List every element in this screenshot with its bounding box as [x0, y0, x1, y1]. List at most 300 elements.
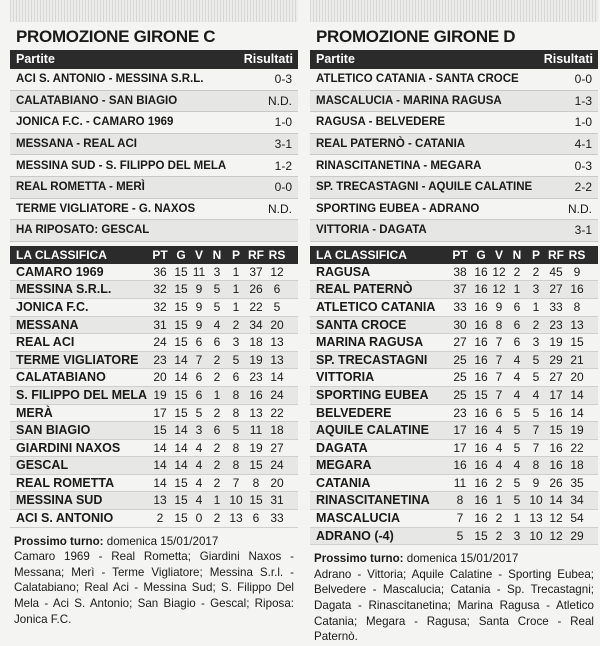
cell-rs: 20	[570, 370, 584, 385]
cell-rf: 12	[549, 528, 563, 543]
next-round	[310, 545, 598, 645]
results-header-label: Risultati	[543, 52, 593, 66]
cell-p: 9	[532, 475, 540, 490]
cell-rf: 8	[252, 475, 260, 490]
cell-pt: 27	[453, 335, 467, 350]
cell-p: 10	[229, 493, 243, 508]
cell-rs: 22	[270, 405, 284, 420]
cell-rf: 26	[549, 475, 563, 490]
cell-rf: 6	[252, 511, 260, 526]
standings-row	[310, 299, 598, 317]
cell-n: 5	[513, 475, 521, 490]
cell-v: 9	[195, 299, 203, 314]
cell-g: 15	[174, 317, 188, 332]
cell-rf: 22	[249, 299, 263, 314]
cell-g: 16	[474, 493, 488, 508]
match-result: N.D.	[268, 93, 292, 108]
cell-v: 7	[495, 335, 503, 350]
cell-n: 1	[513, 282, 521, 297]
standings-row	[10, 422, 298, 440]
cell-g: 15	[174, 387, 188, 402]
standings-row	[10, 317, 298, 335]
cell-n: 5	[213, 282, 221, 297]
cell-p: 8	[232, 405, 240, 420]
standings-row	[310, 334, 598, 352]
cell-g: 16	[474, 370, 488, 385]
cell-v: 4	[195, 440, 203, 455]
match-result: 0-0	[274, 180, 292, 195]
cell-team: MERÀ	[16, 405, 53, 420]
cell-team: CALATABIANO	[16, 370, 106, 385]
cell-rs: 20	[270, 317, 284, 332]
cell-n: 2	[213, 458, 221, 473]
cell-v: 4	[495, 423, 503, 438]
cell-rs: 5	[273, 299, 281, 314]
cell-v: 1	[495, 493, 503, 508]
cell-rs: 13	[270, 352, 284, 367]
cell-rf: 16	[549, 458, 563, 473]
standings-row	[310, 369, 598, 387]
match-teams: VITTORIA - DAGATA	[316, 224, 427, 237]
cell-rs: 22	[570, 440, 584, 455]
match-row	[310, 177, 598, 199]
cell-p: 5	[232, 352, 240, 367]
match-row	[10, 134, 298, 156]
cell-p: 3	[532, 335, 540, 350]
matches-header-label: Partite	[16, 52, 55, 66]
cell-team: MASCALUCIA	[316, 511, 401, 526]
cell-v: 6	[195, 335, 203, 350]
cell-n: 2	[213, 440, 221, 455]
matches-list	[10, 69, 298, 242]
standings-title: LA CLASSIFICA	[16, 247, 107, 262]
cell-n: 2	[213, 370, 221, 385]
match-result: 1-0	[574, 115, 592, 130]
next-round-date: domenica 15/01/2017	[403, 552, 519, 566]
next-round-label: Prossimo turno:	[314, 552, 404, 566]
cell-v: 6	[195, 387, 203, 402]
cell-rs: 21	[570, 352, 584, 367]
cell-pt: 17	[453, 440, 467, 455]
cell-v: 0	[195, 511, 203, 526]
cell-team: RINASCITANETINA	[316, 493, 430, 508]
match-teams: MESSINA SUD - S. FILIPPO DEL MELA	[16, 159, 227, 172]
cell-v: 7	[195, 352, 203, 367]
cell-n: 4	[513, 458, 521, 473]
cell-p: 5	[532, 370, 540, 385]
cell-n: 2	[213, 352, 221, 367]
match-teams: JONICA F.C. - CAMARO 1969	[16, 116, 174, 129]
cell-n: 1	[513, 511, 521, 526]
match-teams: ACI S. ANTONIO - MESSINA S.R.L.	[16, 73, 204, 86]
cell-g: 15	[174, 264, 188, 279]
cell-v: 7	[495, 387, 503, 402]
cell-p: 4	[532, 387, 540, 402]
cell-team: SPORTING EUBEA	[316, 387, 429, 402]
girone-c-column	[10, 0, 298, 646]
match-row	[310, 69, 598, 91]
cell-rf: 11	[249, 423, 263, 438]
match-row	[10, 220, 298, 242]
cell-team: MESSANA	[16, 317, 79, 332]
cell-v: 5	[195, 405, 203, 420]
cell-n: 5	[213, 299, 221, 314]
match-row	[310, 155, 598, 177]
match-teams: HA RIPOSATO: GESCAL	[16, 224, 150, 237]
cell-pt: 2	[156, 511, 164, 526]
match-teams: SP. TRECASTAGNI - AQUILE CALATINE	[316, 181, 533, 194]
cell-v: 9	[195, 282, 203, 297]
cell-pt: 5	[456, 528, 464, 543]
cell-pt: 25	[453, 370, 467, 385]
standings-row	[10, 387, 298, 405]
cell-p: 5	[232, 423, 240, 438]
cell-g: 16	[474, 423, 488, 438]
cell-rs: 16	[570, 282, 584, 297]
cell-g: 16	[474, 282, 488, 297]
cell-rf: 34	[249, 317, 263, 332]
cell-rs: 9	[573, 264, 581, 279]
cell-n: 2	[513, 264, 521, 279]
standings-table	[310, 264, 598, 546]
cell-n: 6	[213, 335, 221, 350]
cell-team: TERME VIGLIATORE	[16, 352, 139, 367]
cell-rf: 16	[549, 440, 563, 455]
cell-g: 15	[474, 387, 488, 402]
match-result: 0-3	[574, 158, 592, 173]
cell-rs: 24	[270, 458, 284, 473]
cell-team: ACI S. ANTONIO	[16, 511, 114, 526]
match-row	[310, 91, 598, 113]
standings-row	[10, 457, 298, 475]
standings-row	[10, 264, 298, 282]
match-teams: TERME VIGLIATORE - G. NAXOS	[16, 202, 196, 215]
cell-p: 7	[232, 475, 240, 490]
cell-rf: 45	[549, 264, 563, 279]
cell-p: 8	[532, 458, 540, 473]
match-result: 3-1	[274, 137, 292, 152]
section-title: PROMOZIONE GIRONE C	[16, 27, 216, 46]
standings-row	[310, 352, 598, 370]
cell-rs: 24	[270, 387, 284, 402]
cell-rf: 19	[249, 440, 263, 455]
standings-row	[310, 492, 598, 510]
cell-p: 3	[232, 335, 240, 350]
cell-n: 3	[213, 264, 221, 279]
cell-rs: 15	[570, 335, 584, 350]
cell-rs: 12	[270, 264, 284, 279]
match-result: 1-3	[574, 93, 592, 108]
cell-team: SANTA CROCE	[316, 317, 407, 332]
cell-v: 9	[495, 299, 503, 314]
match-teams: RINASCITANETINA - MEGARA	[316, 159, 482, 172]
cell-v: 9	[195, 317, 203, 332]
cell-n: 6	[213, 423, 221, 438]
next-round-label: Prossimo turno:	[14, 534, 104, 548]
cell-p: 13	[529, 511, 543, 526]
cell-pt: 13	[153, 493, 167, 508]
match-result: 3-1	[574, 223, 592, 238]
standings-row	[10, 299, 298, 317]
cell-rf: 15	[249, 493, 263, 508]
cell-team: ATLETICO CATANIA	[316, 299, 436, 314]
standings-row	[10, 405, 298, 423]
cell-n: 4	[513, 387, 521, 402]
standings-row	[310, 440, 598, 458]
match-teams: REAL ROMETTA - MERÌ	[16, 181, 145, 194]
cell-rs: 54	[570, 511, 584, 526]
cell-g: 15	[174, 493, 188, 508]
standings-row	[310, 528, 598, 546]
cell-rs: 13	[570, 317, 584, 332]
match-row	[10, 69, 298, 91]
cell-pt: 19	[153, 387, 167, 402]
cell-rf: 33	[549, 299, 563, 314]
cell-team: GESCAL	[16, 458, 69, 473]
cell-team: BELVEDERE	[316, 405, 392, 420]
cell-rs: 20	[270, 475, 284, 490]
col-v: V	[494, 247, 503, 262]
cell-n: 3	[513, 528, 521, 543]
cell-pt: 37	[453, 282, 467, 297]
cell-n: 6	[513, 299, 521, 314]
cell-rs: 27	[270, 440, 284, 455]
col-rs: RS	[568, 247, 586, 262]
match-teams: CALATABIANO - SAN BIAGIO	[16, 94, 178, 107]
match-row	[10, 155, 298, 177]
col-n: N	[512, 247, 522, 262]
cell-pt: 30	[453, 317, 467, 332]
cell-g: 16	[474, 458, 488, 473]
cell-v: 4	[495, 458, 503, 473]
cell-rs: 19	[570, 423, 584, 438]
cell-team: RAGUSA	[316, 264, 371, 279]
cell-rf: 15	[549, 423, 563, 438]
cell-team: GIARDINI NAXOS	[16, 440, 121, 455]
cell-team: REAL ACI	[16, 335, 75, 350]
cell-v: 4	[195, 475, 203, 490]
cell-g: 15	[174, 335, 188, 350]
cell-pt: 32	[153, 282, 167, 297]
col-p: P	[531, 247, 540, 262]
cell-rf: 16	[549, 405, 563, 420]
cell-v: 12	[492, 282, 506, 297]
match-result: 0-0	[574, 72, 592, 87]
col-g: G	[476, 247, 486, 262]
col-rf: RF	[548, 247, 564, 262]
match-result: 1-2	[274, 158, 292, 173]
cell-rf: 37	[249, 264, 263, 279]
cell-team: MESSINA S.R.L.	[16, 282, 112, 297]
cell-pt: 32	[153, 299, 167, 314]
cell-n: 4	[513, 352, 521, 367]
match-result: 2-2	[574, 180, 592, 195]
match-row	[310, 112, 598, 134]
cell-p: 2	[532, 317, 540, 332]
cell-pt: 8	[456, 493, 464, 508]
cell-pt: 15	[153, 423, 167, 438]
cell-rf: 13	[249, 405, 263, 420]
match-result: 0-3	[274, 72, 292, 87]
col-n: N	[212, 247, 222, 262]
cell-pt: 38	[453, 264, 467, 279]
standings-row	[310, 475, 598, 493]
cell-g: 15	[174, 475, 188, 490]
cell-p: 10	[529, 528, 543, 543]
cell-n: 1	[213, 387, 221, 402]
cell-v: 7	[495, 370, 503, 385]
match-row	[10, 177, 298, 199]
cell-p: 3	[532, 282, 540, 297]
cell-rf: 16	[249, 387, 263, 402]
cell-rf: 12	[549, 511, 563, 526]
standings-row	[310, 264, 598, 282]
cell-n: 5	[513, 405, 521, 420]
cell-rf: 14	[549, 493, 563, 508]
cell-team: ADRANO (-4)	[316, 528, 394, 543]
cell-g: 14	[174, 423, 188, 438]
cell-p: 5	[532, 405, 540, 420]
section-title: PROMOZIONE GIRONE D	[316, 27, 516, 46]
match-teams: REAL PATERNÒ - CATANIA	[316, 138, 466, 151]
cell-v: 8	[495, 317, 503, 332]
cell-pt: 25	[453, 387, 467, 402]
matches-header	[10, 50, 298, 69]
cell-n: 6	[513, 317, 521, 332]
cell-g: 15	[174, 299, 188, 314]
next-round	[10, 528, 298, 628]
cell-g: 14	[174, 352, 188, 367]
standings-row	[310, 387, 598, 405]
col-pt: PT	[152, 247, 168, 262]
matches-header-label: Partite	[316, 52, 355, 66]
cell-v: 2	[495, 511, 503, 526]
cell-v: 11	[192, 264, 206, 279]
cell-team: SAN BIAGIO	[16, 423, 91, 438]
cell-n: 2	[213, 475, 221, 490]
cell-n: 5	[513, 440, 521, 455]
col-p: P	[231, 247, 240, 262]
cell-g: 16	[474, 335, 488, 350]
match-result: 4-1	[574, 137, 592, 152]
cell-rf: 23	[549, 317, 563, 332]
cell-team: CAMARO 1969	[16, 264, 104, 279]
cell-p: 8	[232, 387, 240, 402]
cell-v: 4	[195, 493, 203, 508]
cell-p: 1	[232, 264, 240, 279]
cell-p: 8	[232, 440, 240, 455]
cell-team: S. FILIPPO DEL MELA	[16, 387, 148, 402]
cell-n: 5	[513, 493, 521, 508]
cell-v: 7	[495, 352, 503, 367]
cell-p: 2	[232, 317, 240, 332]
cell-g: 14	[174, 458, 188, 473]
col-rf: RF	[248, 247, 264, 262]
cell-rs: 31	[270, 493, 284, 508]
cell-n: 2	[213, 511, 221, 526]
cell-g: 16	[474, 511, 488, 526]
match-teams: MASCALUCIA - MARINA RAGUSA	[316, 94, 502, 107]
standings-row	[310, 510, 598, 528]
decorative-band	[310, 0, 598, 22]
cell-pt: 23	[153, 352, 167, 367]
cell-rs: 18	[270, 423, 284, 438]
cell-n: 2	[213, 405, 221, 420]
match-result: 1-0	[274, 115, 292, 130]
cell-rf: 27	[549, 370, 563, 385]
cell-team: MARINA RAGUSA	[316, 335, 424, 350]
cell-rf: 15	[249, 458, 263, 473]
cell-pt: 24	[153, 335, 167, 350]
cell-v: 12	[492, 264, 506, 279]
matches-list	[310, 69, 598, 242]
cell-rf: 23	[249, 370, 263, 385]
standings-row	[310, 422, 598, 440]
match-row	[10, 91, 298, 113]
cell-rs: 13	[270, 335, 284, 350]
cell-rf: 26	[249, 282, 263, 297]
cell-v: 4	[195, 458, 203, 473]
cell-pt: 25	[453, 352, 467, 367]
cell-v: 4	[495, 440, 503, 455]
standings-row	[10, 352, 298, 370]
cell-rs: 14	[570, 387, 584, 402]
cell-team: REAL ROMETTA	[16, 475, 115, 490]
standings-title: LA CLASSIFICA	[316, 247, 407, 262]
match-teams: MESSANA - REAL ACI	[16, 138, 137, 151]
cell-pt: 23	[453, 405, 467, 420]
standings-row	[10, 440, 298, 458]
cell-g: 15	[174, 282, 188, 297]
next-round-fixtures: Adrano - Vittoria; Aquile Calatine - Sporting Eubea; Belvedere - Mascalucia; Catania - Sp. Trecastagni; Dagata - Rinascitanetina; Marina Ragusa - Atletico Catania; Megara - Ragusa; Santa Croce - Real Paternò.	[314, 567, 594, 644]
cell-rf: 29	[549, 352, 563, 367]
cell-team: CATANIA	[316, 475, 371, 490]
cell-g: 16	[474, 352, 488, 367]
cell-p: 13	[229, 511, 243, 526]
cell-g: 15	[474, 528, 488, 543]
cell-rf: 19	[249, 352, 263, 367]
cell-pt: 14	[153, 475, 167, 490]
cell-g: 16	[474, 475, 488, 490]
match-teams: RAGUSA - BELVEDERE	[316, 116, 446, 129]
cell-pt: 14	[153, 440, 167, 455]
cell-p: 10	[529, 493, 543, 508]
cell-team: MEGARA	[316, 458, 372, 473]
cell-rs: 29	[570, 528, 584, 543]
cell-g: 14	[174, 440, 188, 455]
cell-g: 15	[174, 511, 188, 526]
decorative-band	[10, 0, 298, 22]
cell-g: 16	[474, 264, 488, 279]
standings-row	[10, 510, 298, 528]
standings-row	[10, 492, 298, 510]
standings-row	[10, 281, 298, 299]
cell-rs: 14	[270, 370, 284, 385]
cell-p: 1	[532, 299, 540, 314]
col-v: V	[194, 247, 203, 262]
col-rs: RS	[268, 247, 286, 262]
cell-pt: 7	[456, 511, 464, 526]
cell-g: 14	[174, 370, 188, 385]
standings-header	[10, 246, 298, 264]
cell-rs: 18	[570, 458, 584, 473]
cell-p: 7	[532, 423, 540, 438]
next-round-fixtures: Camaro 1969 - Real Rometta; Giardini Naxos - Messana; Merì - Terme Vigliatore; Messina S.r.l. - Calatabiano; Real Aci - Messina Sud; S. Filippo Del Mela - Aci S. Antonio; San Biagio - Gescal; Riposa: Jonica F.C.	[14, 550, 294, 626]
cell-pt: 17	[153, 405, 167, 420]
cell-team: JONICA F.C.	[16, 299, 89, 314]
cell-g: 16	[474, 317, 488, 332]
cell-pt: 16	[453, 458, 467, 473]
